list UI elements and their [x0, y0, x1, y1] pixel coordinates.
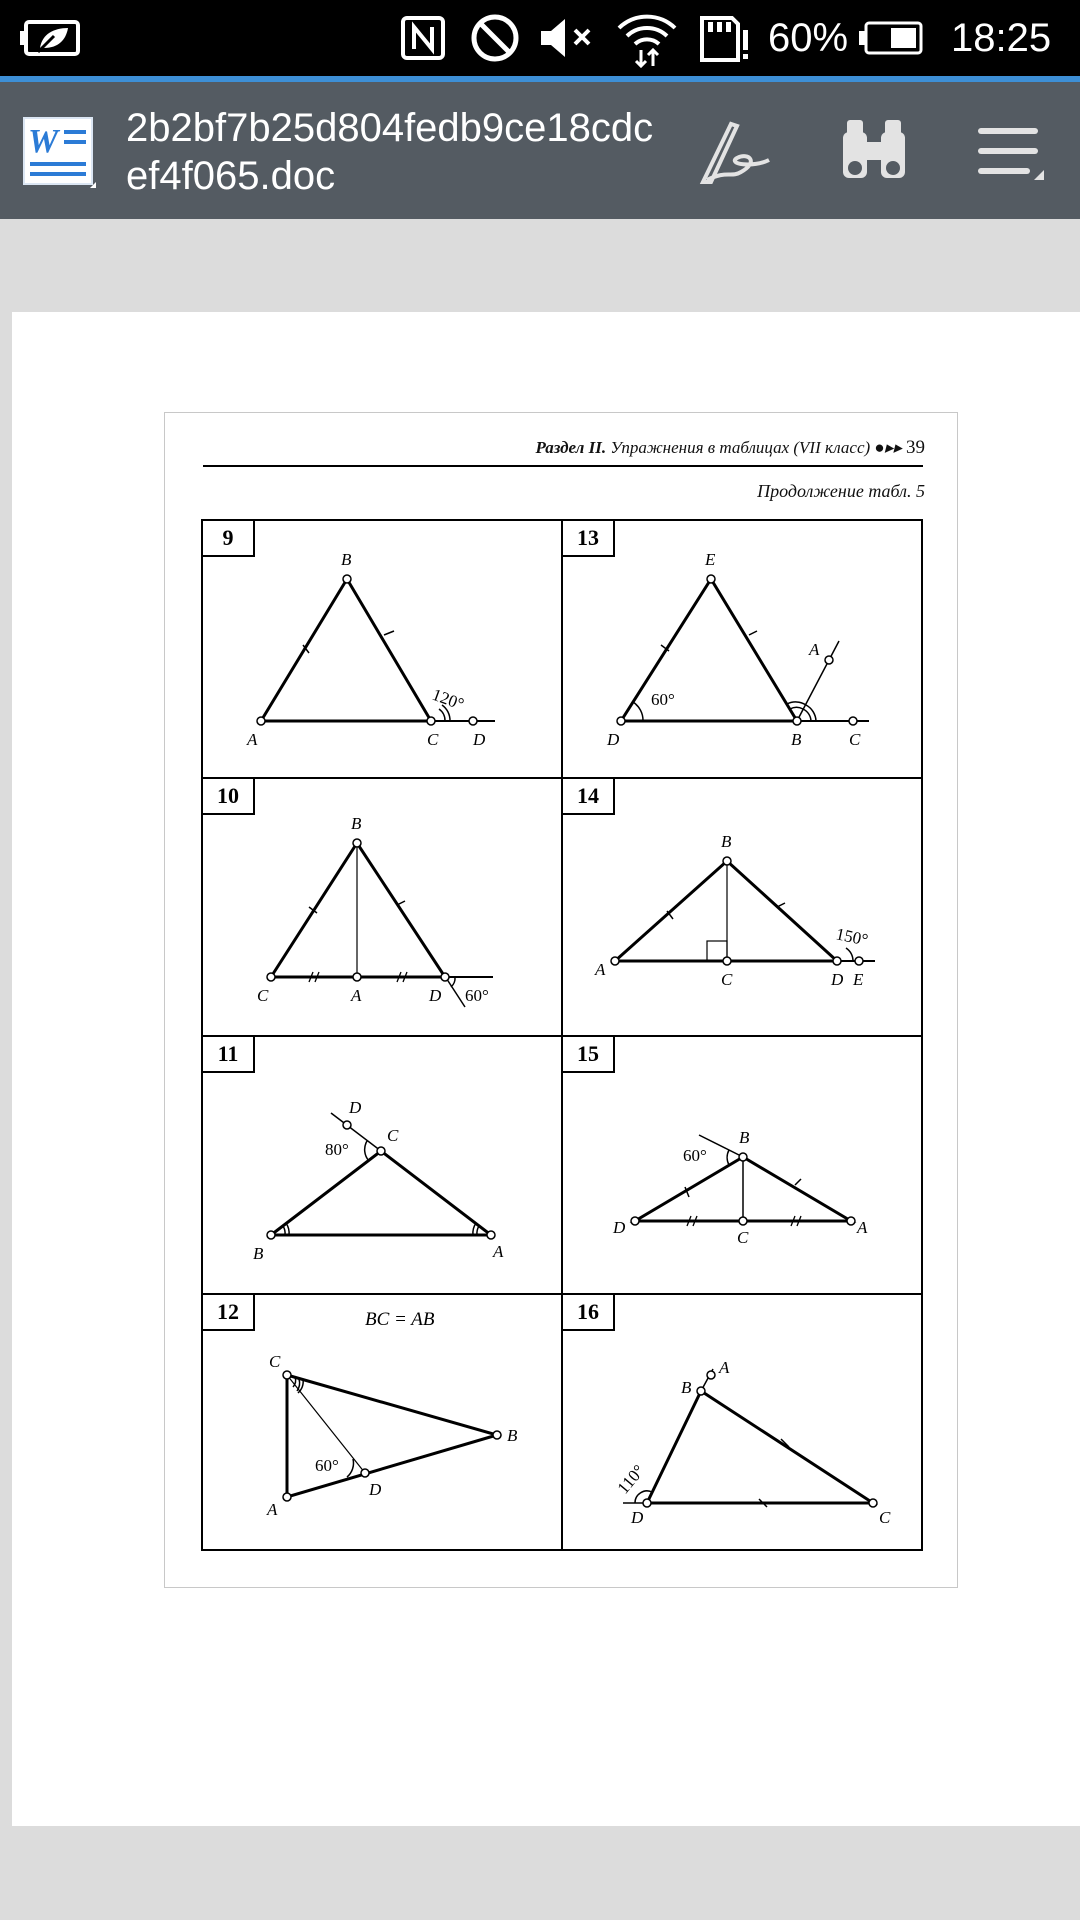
vertex-label-b: B — [253, 1244, 264, 1263]
exercise-number: 14 — [563, 779, 615, 815]
vertex-label-b: B — [507, 1426, 518, 1445]
vertex-label-a: A — [247, 730, 258, 749]
exercise-cell-14 — [561, 777, 923, 1037]
do-not-disturb-icon — [470, 0, 520, 76]
angle-label: 110° — [613, 1461, 649, 1498]
angle-label: 60° — [315, 1456, 339, 1475]
vertex-label-c: C — [427, 730, 439, 749]
vertex-label-a: A — [857, 1218, 868, 1237]
vertex-label-d: D — [613, 1218, 626, 1237]
angle-label: 60° — [683, 1146, 707, 1165]
angle-label: 120° — [429, 684, 467, 714]
triangle-figure — [563, 1295, 925, 1553]
vertex-label-d: D — [631, 1508, 644, 1527]
battery-saver-icon — [20, 0, 84, 76]
vertex-label-a: A — [595, 960, 606, 979]
exercise-number: 13 — [563, 521, 615, 557]
exercise-cell-9 — [201, 519, 563, 779]
vertex-label-a: A — [267, 1500, 278, 1519]
word-doc-icon[interactable] — [18, 110, 98, 194]
vertex-label-c: C — [849, 730, 861, 749]
annotate-pen-icon[interactable] — [694, 110, 778, 194]
page-header — [535, 437, 925, 459]
exercise-cell-10 — [201, 777, 563, 1037]
vertex-label-a: A — [719, 1358, 730, 1377]
binoculars-search-icon[interactable] — [832, 110, 916, 194]
condition-text: BC = AB — [365, 1309, 435, 1330]
header-dots: ●▸▸ — [874, 438, 902, 457]
exercise-number: 16 — [563, 1295, 615, 1331]
exercise-number: 10 — [203, 779, 255, 815]
exercise-cell-13 — [561, 519, 923, 779]
triangle-figure — [563, 779, 925, 1039]
page-number: 39 — [906, 437, 925, 458]
vertex-label-c: C — [879, 1508, 891, 1527]
vertex-label-a: A — [809, 640, 820, 659]
vertex-label-a: A — [493, 1242, 504, 1261]
triangle-figure — [203, 1295, 565, 1553]
vertex-label-c: C — [387, 1126, 399, 1145]
status-bar — [0, 0, 1080, 76]
triangle-figure — [203, 521, 565, 781]
vertex-label-e: E — [705, 550, 716, 569]
header-rule — [203, 465, 923, 467]
battery-percent: 60% — [768, 15, 849, 60]
exercise-number: 12 — [203, 1295, 255, 1331]
sd-card-alert-icon — [698, 0, 752, 76]
vertex-label-c: C — [269, 1352, 281, 1371]
vertex-label-d: D — [607, 730, 620, 749]
vertex-label-b: B — [721, 832, 732, 851]
vertex-label-c: C — [737, 1228, 749, 1247]
mute-icon — [537, 0, 599, 76]
table-continuation-label: Продолжение табл. 5 — [757, 481, 925, 501]
header-section: Раздел II. — [535, 438, 607, 457]
vertex-label-b: B — [791, 730, 802, 749]
triangle-figure — [563, 521, 925, 781]
vertex-label-d: D — [831, 970, 844, 989]
vertex-label-b: B — [341, 550, 352, 569]
angle-label: 60° — [465, 986, 489, 1005]
exercise-cell-11 — [201, 1035, 563, 1295]
triangle-figure — [203, 1037, 565, 1297]
vertex-label-b: B — [351, 814, 362, 833]
app-bar — [0, 82, 1080, 219]
vertex-label-a: A — [351, 986, 362, 1005]
exercise-number: 15 — [563, 1037, 615, 1073]
nfc-icon — [400, 0, 446, 76]
vertex-label-d: D — [429, 986, 442, 1005]
vertex-label-b: B — [681, 1378, 692, 1397]
angle-label: 150° — [834, 924, 870, 950]
vertex-label-c: C — [721, 970, 733, 989]
angle-label: 60° — [651, 690, 675, 709]
svg-text:W: W — [28, 123, 59, 160]
scanned-page-image — [164, 412, 958, 1588]
vertex-label-d: D — [369, 1480, 382, 1499]
vertex-label-c: C — [257, 986, 269, 1005]
exercise-cell-15 — [561, 1035, 923, 1295]
exercise-grid — [201, 519, 921, 1551]
battery-icon — [858, 0, 924, 76]
exercise-cell-12 — [201, 1293, 563, 1551]
vertex-label-e: E — [853, 970, 864, 989]
document-viewer[interactable] — [0, 219, 1080, 1920]
vertex-label-d: D — [349, 1098, 362, 1117]
exercise-number: 9 — [203, 521, 255, 557]
menu-icon[interactable] — [968, 110, 1052, 194]
vertex-label-d: D — [473, 730, 486, 749]
exercise-number: 11 — [203, 1037, 255, 1073]
exercise-cell-16 — [561, 1293, 923, 1551]
document-title: 2b2bf7b25d804fedb9ce18cdcef4f065.doc — [126, 106, 654, 198]
triangle-figure — [203, 779, 565, 1039]
header-title: Упражнения в таблицах (VII класс) — [610, 438, 871, 457]
clock: 18:25 — [951, 15, 1052, 60]
document-page — [12, 312, 1080, 1826]
angle-label: 80° — [325, 1140, 349, 1159]
vertex-label-b: B — [739, 1128, 750, 1147]
wifi-icon — [616, 0, 678, 76]
triangle-figure — [563, 1037, 925, 1297]
